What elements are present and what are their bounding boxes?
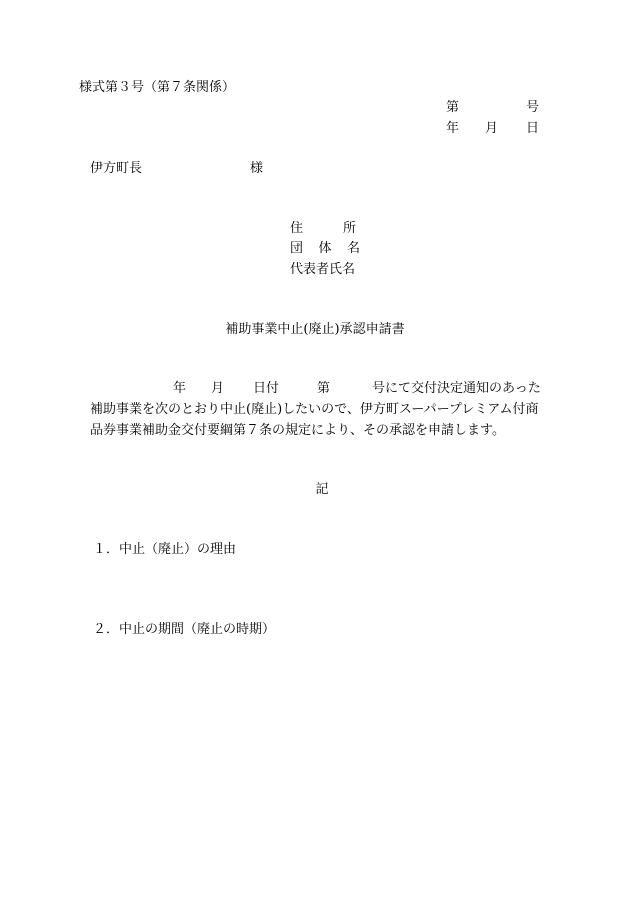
item-period: ２．中止の期間（廃止の時期） (93, 622, 276, 637)
addressee-name: 伊方町長 (90, 161, 143, 176)
org-label-char: 名 (346, 241, 360, 256)
body-year-label: 年 (173, 381, 187, 396)
body-line-1 (173, 381, 541, 397)
body-line-2: 補助事業を次のとおり中止(廃止)したいので、伊方町スーパープレミアム付商 (90, 402, 539, 417)
org-label-char: 団 (290, 241, 304, 256)
body-line-1-rest: 号にて交付決定通知のあった (372, 381, 541, 396)
body-month-label: 月 (211, 381, 225, 396)
body-date-label: 日付 (253, 381, 280, 396)
body-line-3: 品券事業補助金交付要綱第７条の規定により、その承認を申請します。 (90, 423, 505, 438)
document-number-suffix: 号 (526, 100, 540, 115)
applicant-organization-label (290, 241, 360, 257)
document-number-prefix: 第 (446, 100, 460, 115)
date-day-label: 日 (526, 121, 540, 136)
applicant-address-label-2: 所 (343, 221, 357, 236)
form-number: 様式第３号（第７条関係） (79, 80, 236, 95)
applicant-representative-label: 代表者氏名 (290, 262, 356, 277)
org-label-char: 体 (318, 241, 332, 256)
applicant-address-label-1: 住 (290, 221, 304, 236)
date-year-label: 年 (446, 121, 460, 136)
addressee-honorific: 様 (250, 161, 264, 176)
document-title: 補助事業中止(廃止)承認申請書 (225, 322, 405, 337)
body-dai-label: 第 (317, 381, 331, 396)
item-reason: １．中止（廃止）の理由 (93, 542, 237, 557)
note-mark: 記 (315, 482, 329, 497)
date-month-label: 月 (485, 121, 499, 136)
